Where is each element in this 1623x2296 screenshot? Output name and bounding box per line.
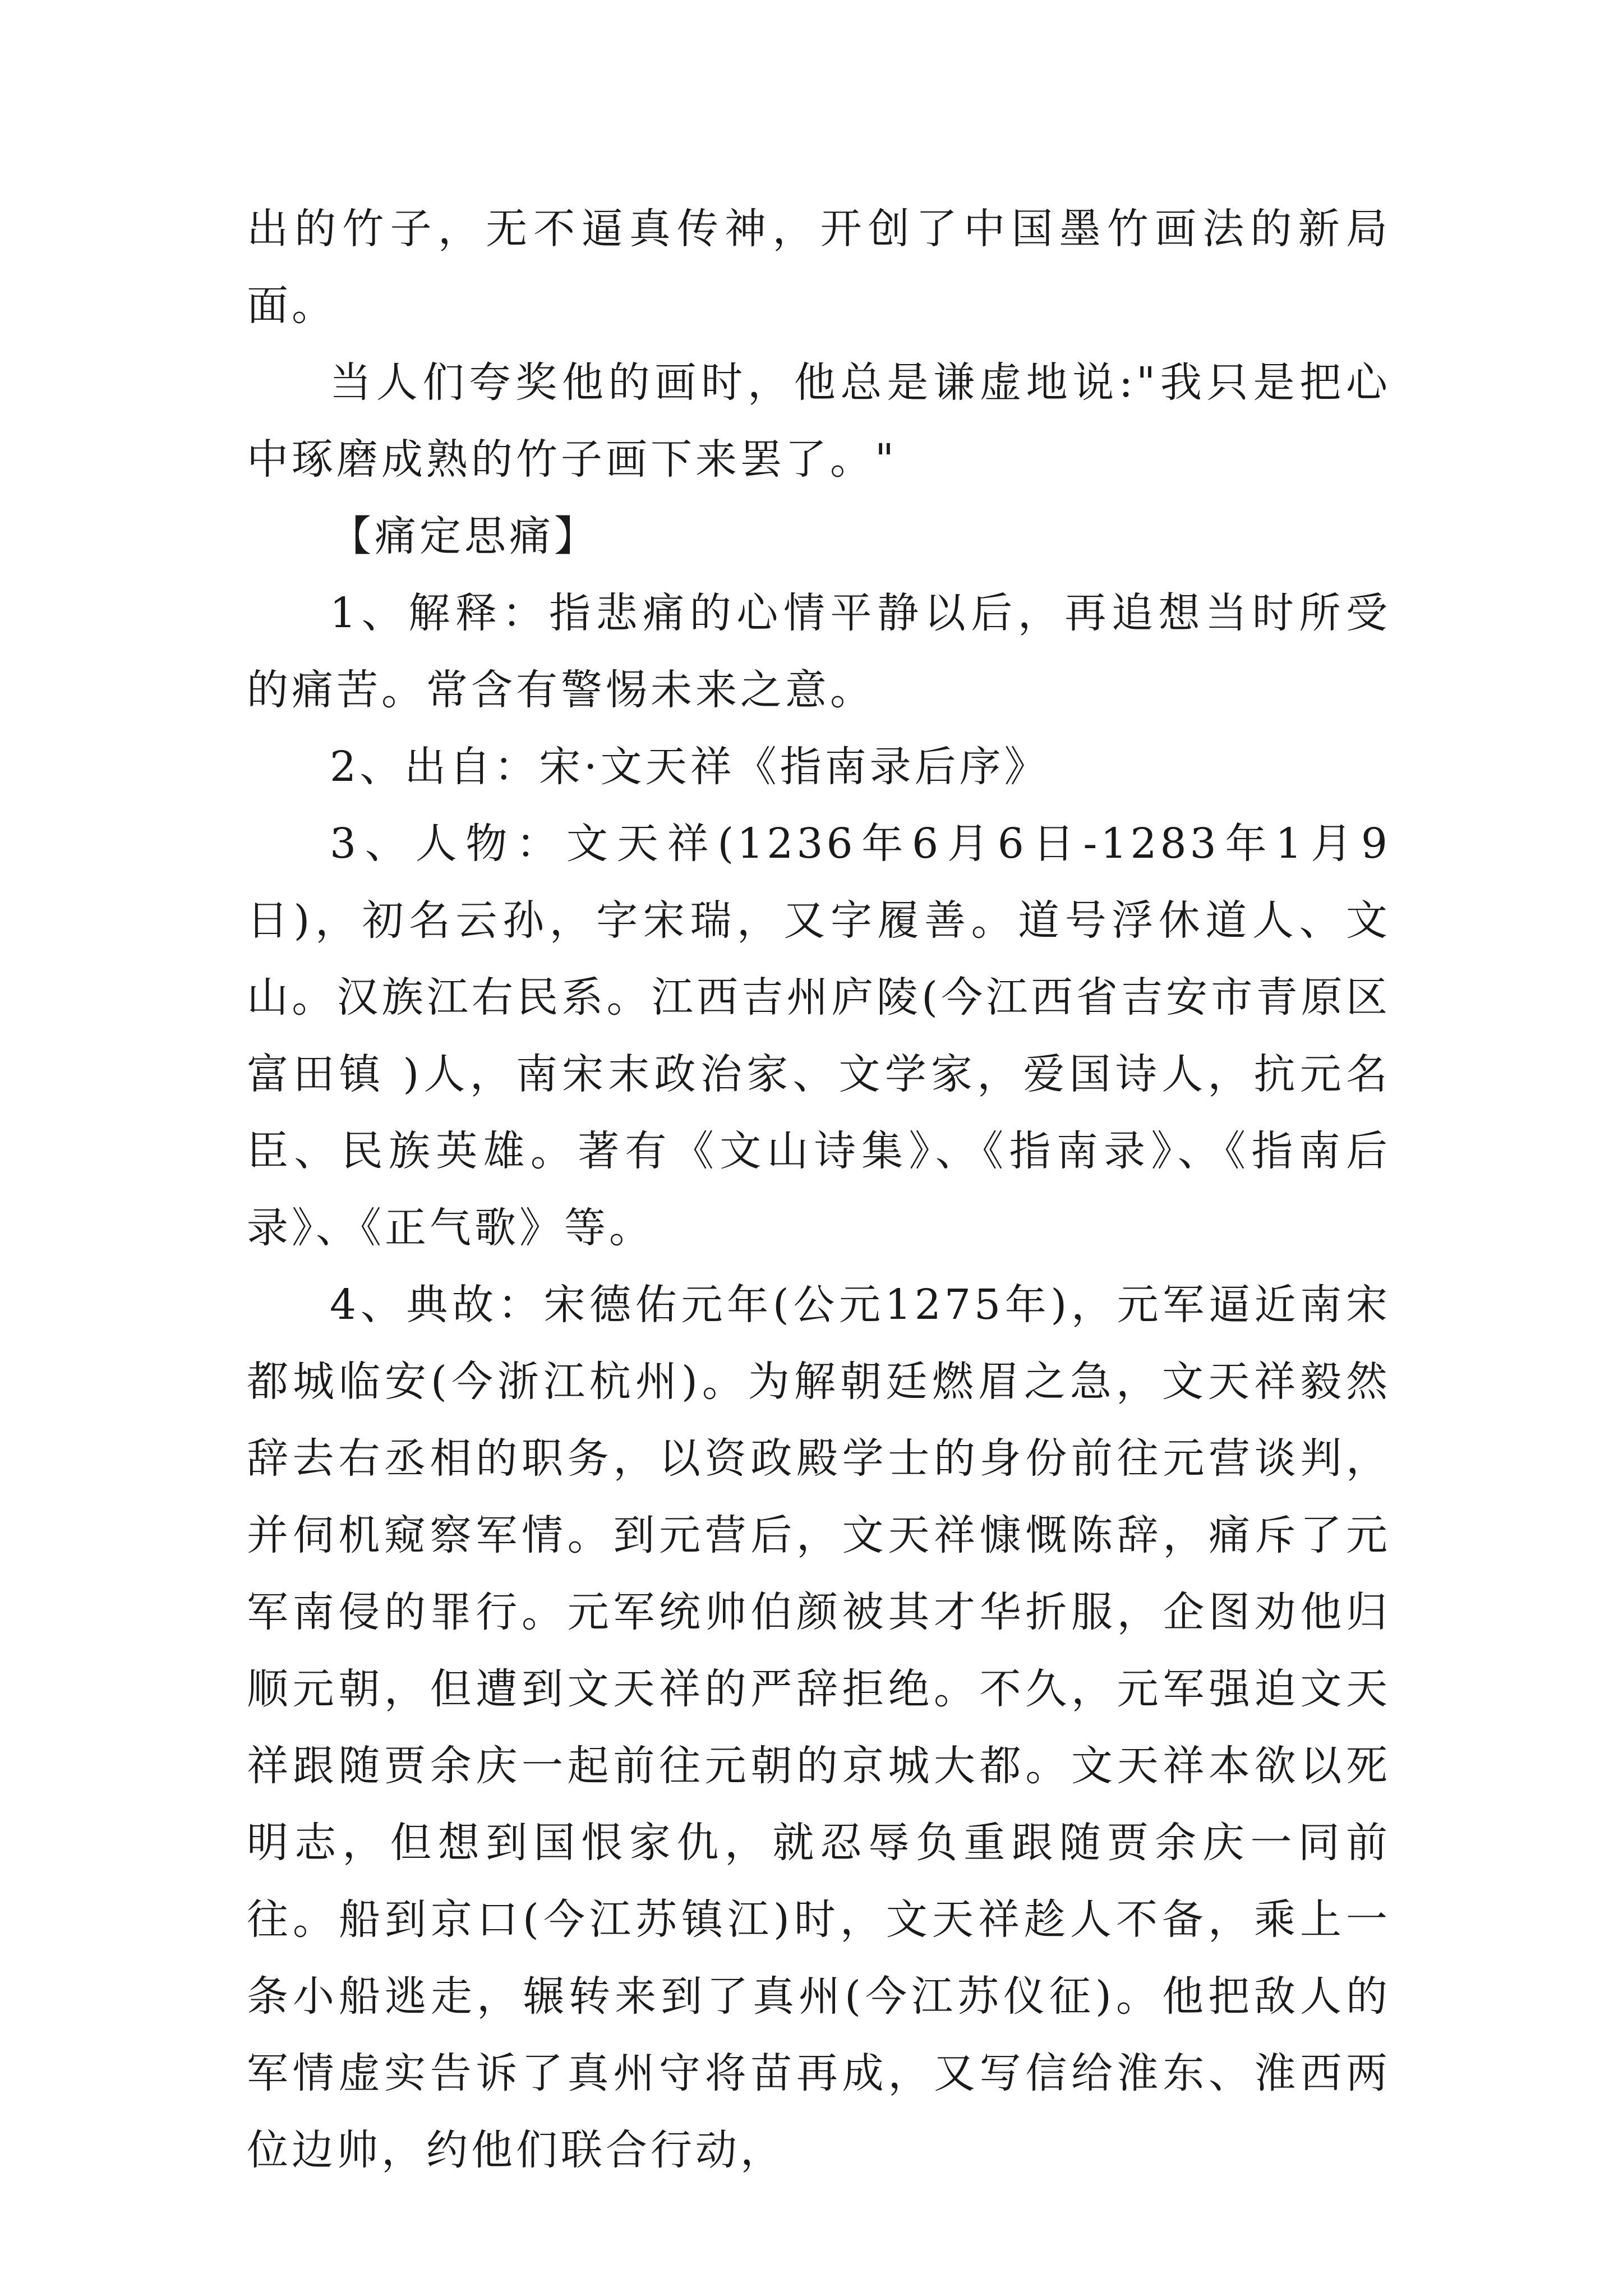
- paragraph-explanation: 1、解释：指悲痛的心情平静以后，再追想当时所受的痛苦。常含有警惕未来之意。: [247, 589, 1391, 714]
- paragraph-story: 4、典故：宋德佑元年(公元1275年)，元军逼近南宋都城临安(今浙江杭州)。为解朝廷燃眉之急，文天祥毅然辞去右丞相的职务，以资政殿学士的身份前往元营谈判，并伺机窥察军情。到元营后，文天祥慷慨陈辞，痛斥了元军南侵的罪行。元军统帅伯颜被其才华折服，企图劝他归顺元朝，但遭到文天祥的严辞拒绝。不久，元军强迫文天祥跟随贾余庆一起前往元朝的京城大都。文天祥本欲以死明志，但想到国恨家仇，就忍辱负重跟随贾余庆一同前往。船到京口(今江苏镇江)时，文天祥趁人不备，乘上一条小船逃走，辗转来到了真州(今江苏仪征)。他把敌人的军情虚实告诉了真州守将苗再成，又写信给淮东、淮西两位边帅，约他们联合行动，: [247, 1281, 1391, 2174]
- document-body: [247, 191, 1391, 2189]
- paragraph-person: 3、人物：文天祥(1236年6月6日-1283年1月9日)，初名云孙，字宋瑞，又字履善。道号浮休道人、文山。汉族江右民系。江西吉州庐陵(今江西省吉安市青原区富田镇 )人，南宋末政治家、文学家，爱国诗人，抗元名臣、民族英雄。著有《文山诗集》、《指南录》、《指南后录》、《正气歌》等。: [247, 820, 1391, 1252]
- paragraph-2: 当人们夸奖他的画时，他总是谦虚地说:"我只是把心中琢磨成熟的竹子画下来罢了。": [247, 358, 1391, 484]
- paragraph-source: 2、出自：宋·文天祥《指南录后序》: [330, 743, 1049, 791]
- paragraph-1: 出的竹子，无不逼真传神，开创了中国墨竹画法的新局面。: [247, 205, 1391, 330]
- section-heading: 【痛定思痛】: [330, 512, 599, 560]
